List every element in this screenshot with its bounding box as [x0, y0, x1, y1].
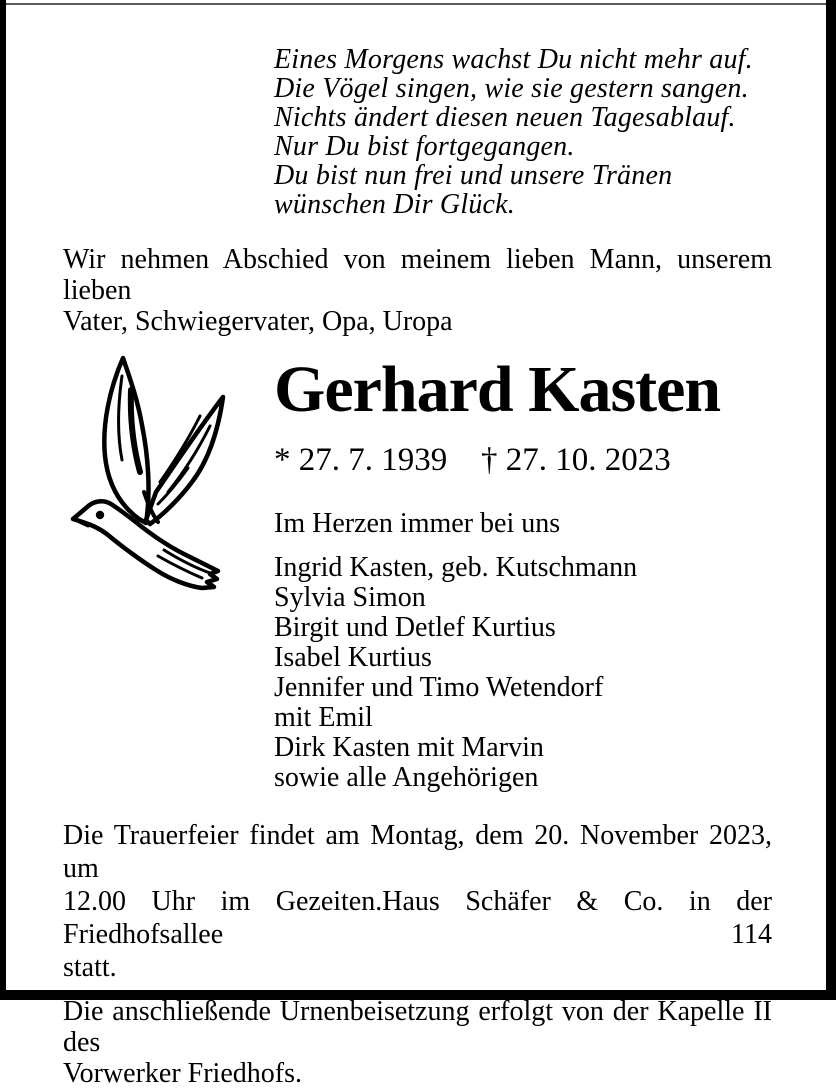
service-info: [63, 819, 772, 984]
burial-info: [63, 996, 772, 1089]
farewell-line: Wir nehmen Abschied von meinem lieben Mann, unserem lieben: [63, 244, 772, 306]
frame-right-border: [826, 0, 836, 1000]
farewell-line: Vater, Schwiegervater, Opa, Uropa: [63, 306, 453, 337]
service-line: Die Trauerfeier findet am Montag, dem 20. November 2023, um: [63, 820, 772, 884]
birth-date: * 27. 7. 1939: [274, 442, 448, 478]
mourner-line: Isabel Kurtius: [274, 642, 432, 673]
poem-line: Nur Du bist fortgegangen.: [274, 131, 575, 162]
life-dates: [274, 443, 772, 477]
memorial-poem: [274, 45, 772, 219]
service-line: 12.00 Uhr im Gezeiten.Haus Schäfer & Co. in der Friedhofsallee 114: [63, 886, 772, 950]
deceased-block: [274, 353, 772, 793]
deceased-name: Gerhard Kasten: [274, 353, 721, 426]
mourner-line: sowie alle Angehörigen: [274, 762, 539, 793]
mourner-line: Jennifer und Timo Wetendorf: [274, 672, 604, 703]
poem-line: Die Vögel singen, wie sie gestern sangen.: [274, 73, 749, 104]
mourner-line: Ingrid Kasten, geb. Kutschmann: [274, 552, 638, 583]
mourner-line: Birgit und Detlef Kurtius: [274, 612, 556, 643]
burial-line: Die anschließende Urnenbeisetzung erfolgt von der Kapelle II des: [63, 996, 772, 1058]
dedication-line: Im Herzen immer bei uns: [274, 508, 561, 539]
poem-line: Eines Morgens wachst Du nicht mehr auf.: [274, 44, 753, 75]
frame-left-border: [0, 0, 6, 1000]
mourners-list: [274, 553, 772, 793]
death-date: † 27. 10. 2023: [481, 442, 671, 478]
service-line: statt.: [63, 952, 117, 983]
mourner-line: mit Emil: [274, 702, 373, 733]
mourner-line: Dirk Kasten mit Marvin: [274, 732, 544, 763]
poem-line: wünschen Dir Glück.: [274, 189, 515, 220]
farewell-text: [63, 244, 772, 337]
poem-line: Du bist nun frei und unsere Tränen: [274, 160, 673, 191]
poem-line: Nichts ändert diesen neuen Tagesablauf.: [274, 102, 736, 133]
notice-content: [63, 0, 772, 1089]
burial-line: Vorwerker Friedhofs.: [63, 1058, 302, 1089]
mourner-line: Sylvia Simon: [274, 582, 426, 613]
